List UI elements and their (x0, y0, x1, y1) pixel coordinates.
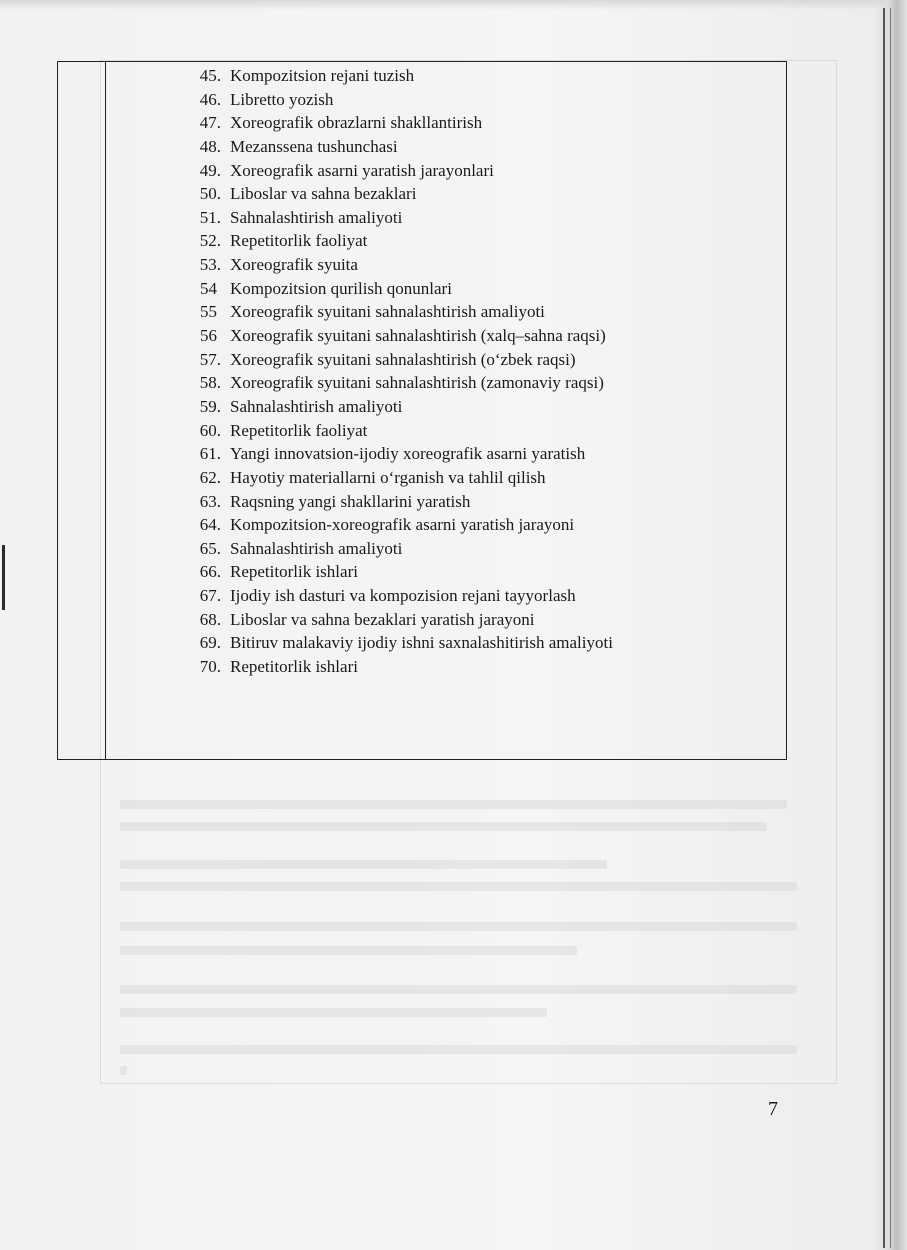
list-item (121, 513, 613, 537)
item-number: 52. (199, 231, 221, 251)
list-item (121, 631, 613, 655)
item-number: 64. (199, 515, 221, 535)
list-item (121, 348, 613, 372)
item-number: 46. (199, 89, 221, 109)
item-number: 54 (200, 278, 217, 298)
list-item (121, 655, 613, 679)
list-item (121, 584, 613, 608)
item-text: Liboslar va sahna bezaklari (230, 184, 417, 204)
list-item (121, 111, 613, 135)
item-text: Sahnalashtirish amaliyoti (230, 207, 403, 227)
item-text: Kompozitsion rejani tuzish (230, 66, 415, 85)
item-number: 61. (199, 444, 221, 464)
list-item (121, 419, 613, 443)
item-number: 69. (199, 633, 221, 653)
item-text: Xoreografik syuitani sahnalashtirish (zamonaviy raqsi) (230, 373, 604, 393)
list-item (121, 277, 613, 301)
bleed-through-line (120, 1008, 547, 1017)
list-item (121, 466, 613, 490)
item-text: Repetitorlik faoliyat (230, 420, 368, 440)
item-text: Hayotiy materiallarni o‘rganish va tahlil qilish (230, 467, 546, 487)
item-text: Kompozitsion qurilish qonunlari (230, 278, 452, 298)
item-text: Repetitorlik ishlari (230, 562, 358, 582)
page-number: 7 (768, 1098, 778, 1120)
item-number: 50. (199, 184, 221, 204)
list-item (121, 206, 613, 230)
bleed-through-line (120, 1066, 127, 1075)
item-text: Libretto yozish (230, 89, 334, 109)
bleed-through-line (120, 985, 797, 994)
item-number: 45. (199, 66, 221, 85)
item-text: Yangi innovatsion-ijodiy xoreografik asarni yaratish (230, 444, 586, 464)
item-text: Kompozitsion-xoreografik asarni yaratish jarayoni (230, 515, 575, 535)
topic-list (121, 64, 613, 679)
item-text: Sahnalashtirish amaliyoti (230, 538, 403, 558)
item-text: Repetitorlik ishlari (230, 657, 358, 677)
scan-left-mark (2, 545, 5, 610)
item-number: 55 (200, 302, 217, 322)
list-item (121, 490, 613, 514)
page-edge-line (890, 8, 891, 1248)
list-item (121, 88, 613, 112)
list-item (121, 182, 613, 206)
item-text: Xoreografik syuitani sahnalashtirish (xalq–sahna raqsi) (230, 326, 606, 346)
item-number: 68. (199, 609, 221, 629)
list-item (121, 159, 613, 183)
list-item (121, 395, 613, 419)
bleed-through-line (120, 922, 797, 931)
item-number: 47. (199, 113, 221, 133)
list-item (121, 229, 613, 253)
item-text: Xoreografik syuitani sahnalashtirish (o‘zbek raqsi) (230, 349, 576, 369)
item-text: Xoreografik syuitani sahnalashtirish amaliyoti (230, 302, 545, 322)
list-item (121, 300, 613, 324)
item-number: 67. (199, 586, 221, 606)
list-item (121, 371, 613, 395)
list-item (121, 64, 613, 88)
page-edge-line (883, 8, 885, 1248)
item-text: Xoreografik syuita (230, 255, 358, 275)
item-text: Liboslar va sahna bezaklari yaratish jarayoni (230, 609, 535, 629)
list-item (121, 324, 613, 348)
item-number: 62. (199, 467, 221, 487)
item-text: Ijodiy ish dasturi va kompozision rejani tayyorlash (230, 586, 576, 606)
scan-top-shadow (0, 0, 907, 10)
item-number: 51. (199, 207, 221, 227)
item-number: 53. (199, 255, 221, 275)
bleed-through-line (120, 860, 607, 869)
table-column-divider (105, 62, 106, 759)
list-item (121, 560, 613, 584)
item-text: Repetitorlik faoliyat (230, 231, 368, 251)
bleed-through-line (120, 946, 577, 955)
item-text: Sahnalashtirish amaliyoti (230, 396, 403, 416)
bleed-through-line (120, 800, 787, 809)
list-item (121, 608, 613, 632)
item-text: Bitiruv malakaviy ijodiy ishni saxnalashitirish amaliyoti (230, 633, 613, 653)
list-item (121, 135, 613, 159)
item-number: 60. (199, 420, 221, 440)
item-number: 63. (199, 491, 221, 511)
item-text: Raqsning yangi shakllarini yaratish (230, 491, 471, 511)
item-number: 57. (199, 349, 221, 369)
item-number: 70. (199, 657, 221, 677)
bleed-through-line (120, 822, 767, 831)
list-item (121, 442, 613, 466)
item-number: 56 (200, 326, 217, 346)
item-number: 49. (199, 160, 221, 180)
item-number: 48. (199, 136, 221, 156)
item-number: 66. (199, 562, 221, 582)
item-number: 58. (199, 373, 221, 393)
list-item (121, 253, 613, 277)
item-text: Mezanssena tushunchasi (230, 136, 398, 156)
item-number: 59. (199, 396, 221, 416)
item-text: Xoreografik obrazlarni shakllantirish (230, 113, 483, 133)
list-item (121, 537, 613, 561)
item-number: 65. (199, 538, 221, 558)
item-text: Xoreografik asarni yaratish jarayonlari (230, 160, 494, 180)
bleed-through-line (120, 1045, 797, 1054)
bleed-through-line (120, 882, 797, 891)
